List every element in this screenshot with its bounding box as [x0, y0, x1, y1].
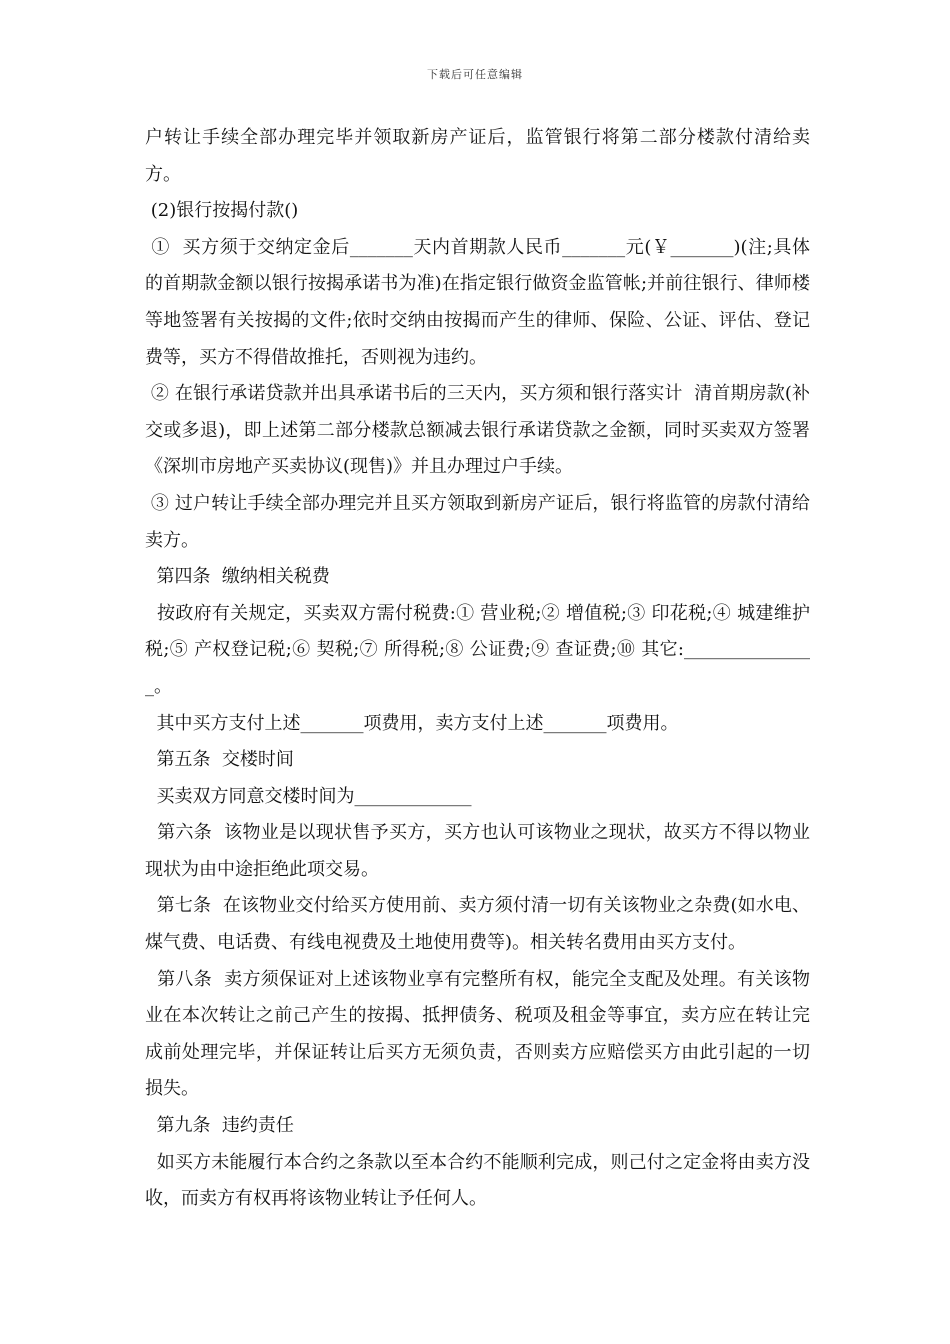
article-4-heading: 第四条 缴纳相关税费 — [145, 566, 330, 588]
article-5-handover-time: 买卖双方同意交楼时间为_____________ — [145, 785, 472, 807]
article-9-heading: 第九条 违约责任 — [145, 1115, 294, 1137]
article-9-breach: 如买方未能履行本合约之条款以至本合约不能顺利完成，则己付之定金将由卖方没收，而卖方有权再将该物业转让予任何人。 — [145, 1151, 810, 1210]
document-body — [145, 120, 810, 1218]
article-4-payment-split: 其中买方支付上述_______项费用，卖方支付上述_______项费用。 — [145, 712, 679, 734]
article-4-taxes: 按政府有关规定，买卖双方需付税费:① 营业税;② 增值税;③ 印花税;④ 城建维护税;⑤ 产权登记税;⑥ 契税;⑦ 所得税;⑧ 公证费;⑨ 查证费;⑩ 其它:_______________。 — [145, 602, 810, 697]
paragraph-mortgage-item-2: ② 在银行承诺贷款并出具承诺书后的三天内，买方须和银行落实计 清首期房款(补交或多退)，即上述第二部分楼款总额减去银行承诺贷款之金额，同时买卖双方签署《深圳市房地产买卖协议(现售)》并且办理过户手续。 — [145, 383, 810, 478]
paragraph-transfer-completion: 户转让手续全部办理完毕并领取新房产证后，监管银行将第二部分楼款付清给卖方。 — [145, 127, 810, 185]
paragraph-mortgage-item-3: ③ 过户转让手续全部办理完并且买方领取到新房产证后，银行将监管的房款付清给卖方。 — [145, 492, 810, 551]
paragraph-mortgage-item-1: ① 买方须于交纳定金后_______天内首期款人民币_______元(￥_______)(注;具体的首期款金额以银行按揭承诺书为准)在指定银行做资金监管帐;并前往银行、律师楼等地签署有关按揭的文件;依时交纳由按揭而产生的律师、保险、公证、评估、登记费等，买方不得借故推托，否则视为违约。 — [145, 236, 810, 368]
article-6: 第六条 该物业是以现状售予买方，买方也认可该物业之现状，故买方不得以物业现状为由中途拒绝此项交易。 — [145, 822, 810, 880]
article-8: 第八条 卖方须保证对上述该物业享有完整所有权，能完全支配及处理。有关该物业在本次转让之前己产生的按揭、抵押债务、税项及租金等事宜，卖方应在转让完成前处理完毕，并保证转让后买方无须负责，否则卖方应赔偿买方由此引起的一切损失。 — [145, 968, 810, 1100]
article-5-heading: 第五条 交楼时间 — [145, 749, 294, 771]
paragraph-bank-mortgage-heading: (2)银行按揭付款() — [145, 200, 299, 222]
article-7: 第七条 在该物业交付给买方使用前、卖方须付清一切有关该物业之杂费(如水电、煤气费、电话费、有线电视费及土地使用费等)。相关转名费用由买方支付。 — [145, 895, 810, 954]
page-header: 下载后可任意编辑 — [427, 68, 523, 81]
